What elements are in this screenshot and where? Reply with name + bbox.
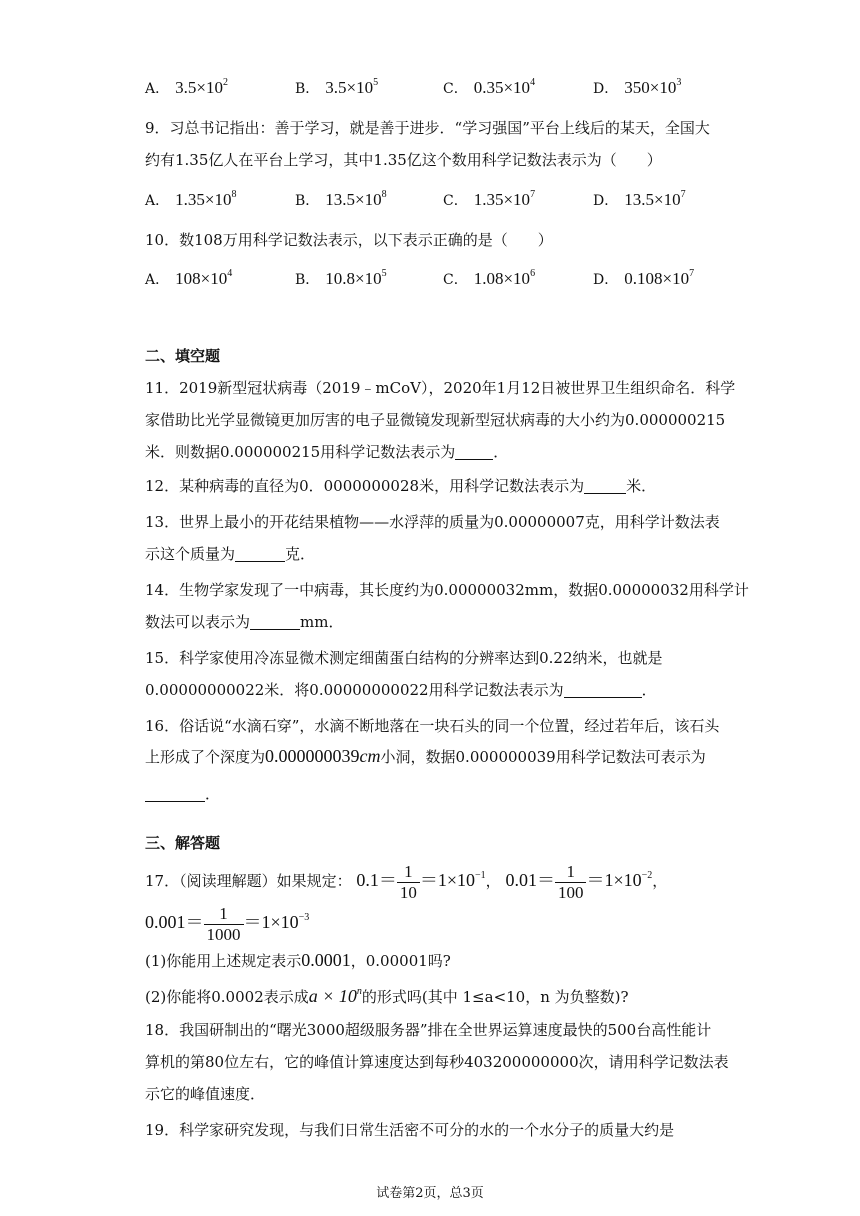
q8-option-a: A． $3.5\times 10^2$	[145, 77, 228, 97]
q13-line-1: 13．世界上最小的开花结果植物——水浮萍的质量为0.00000007克，用科学计数法表	[145, 513, 720, 531]
q9-option-a: A． $1.35\times 10^8$	[145, 189, 237, 209]
q11-line-2: 家借助比光学显微镜更加厉害的电子显微镜发现新型冠状病毒的大小约为0.000000215	[145, 411, 726, 429]
section-heading-solutions: 三、解答题	[145, 834, 221, 852]
q9-option-b: B． $13.5\times 10^8$	[295, 189, 387, 209]
q17-part-1: (1)你能用上述规定表示0.0001，0.00001吗?	[145, 950, 451, 970]
q11-line-3: 米．则数据0.000000215用科学记数法表示为 ．	[145, 443, 509, 461]
q9-line-2: 约有1.35亿人在平台上学习，其中1.35亿这个数用科学记数法表示为（ ）	[145, 151, 662, 169]
q10-option-c: C． $1.08\times 10^6$	[443, 268, 536, 288]
q17-part-2: (2)你能将0.0002表示成$a \times 10^n$的形式吗(其中 1≤a<10，n 为负整数)?	[145, 986, 629, 1006]
q16-line-2: 上形成了个深度为0.000000039cm小洞，数据0.000000039用科学记数法可表示为	[145, 746, 706, 766]
section-heading-fill-in: 二、填空题	[145, 347, 221, 365]
q19-line-1: 19．科学家研究发现，与我们日常生活密不可分的水的一个水分子的质量大约是	[145, 1121, 675, 1139]
fraction: $\frac{1}{100}$	[555, 862, 587, 903]
q10-option-d: D． $0.108\times 10^7$	[593, 268, 695, 288]
q9-line-1: 9．习总书记指出：善于学习，就是善于进步．“学习强国”平台上线后的某天，全国大	[145, 119, 710, 137]
q16-line-1: 16．俗话说“水滴石穿”，水滴不断地落在一块石头的同一个位置，经过若年后，该石头	[145, 717, 720, 735]
page-footer: 试卷第2页，总3页	[376, 1186, 484, 1201]
answer-blank	[145, 785, 205, 802]
q11-line-1: 11．2019新型冠状病毒（2019﹣mCoV），2020年1月12日被世界卫生组织命名．科学	[145, 379, 736, 397]
q10-line-1: 10．数108万用科学记数法表示，以下表示正确的是（ ）	[145, 231, 553, 249]
q8-option-b: B． $3.5\times 10^5$	[295, 77, 379, 97]
q9-option-d: D． $13.5\times 10^7$	[593, 189, 686, 209]
fraction: $\frac{1}{10}$	[397, 862, 420, 903]
q18-line-1: 18．我国研制出的“曙光3000超级服务器”排在全世界运算速度最快的500台高性能计	[145, 1021, 712, 1039]
q16-line-3: ．	[145, 784, 220, 804]
q9-option-c: C． $1.35\times 10^7$	[443, 189, 536, 209]
answer-blank	[250, 613, 300, 630]
q15-line-2: 0.00000000022米．将0.00000000022用科学记数法表示为 ．	[145, 681, 657, 699]
answer-blank	[564, 681, 642, 698]
q8-option-c: C． $0.35\times 10^4$	[443, 77, 536, 97]
q17-line-1: 17．（阅读理解题）如果规定： 0.1＝ $\frac{1}{10}$ $=1\times 10^{-1}$， 0.01＝ $\frac{1}{100}$ $=1\times 10^{-2}$，	[145, 861, 668, 902]
q13-line-2: 示这个质量为 克．	[145, 545, 316, 563]
q14-line-2: 数法可以表示为 mm．	[145, 613, 344, 631]
answer-blank	[455, 443, 493, 460]
answer-blank	[584, 477, 626, 494]
fraction: $\frac{1}{1000}$	[204, 904, 244, 945]
q15-line-1: 15．科学家使用冷冻显微术测定细菌蛋白结构的分辨率达到0.22纳米，也就是	[145, 649, 663, 667]
q18-line-3: 示它的峰值速度．	[145, 1085, 266, 1103]
q17-line-2: 0.001＝ $\frac{1}{1000}$ $=1\times 10^{-3}$	[145, 903, 310, 944]
q8-option-d: D． $350\times 10^3$	[593, 77, 682, 97]
q14-line-1: 14．生物学家发现了一中病毒，其长度约为0.00000032mm，数据0.00000032用科学计	[145, 581, 749, 599]
q12-line-1: 12．某种病毒的直径为0．0000000028米，用科学记数法表示为 米．	[145, 477, 657, 495]
q10-option-b: B． $10.8\times 10^5$	[295, 268, 387, 288]
q18-line-2: 算机的第80位左右，它的峰值计算速度达到每秒403200000000次，请用科学记数法表	[145, 1053, 729, 1071]
answer-blank	[235, 545, 285, 562]
q10-option-a: A． $108\times 10^4$	[145, 268, 233, 288]
